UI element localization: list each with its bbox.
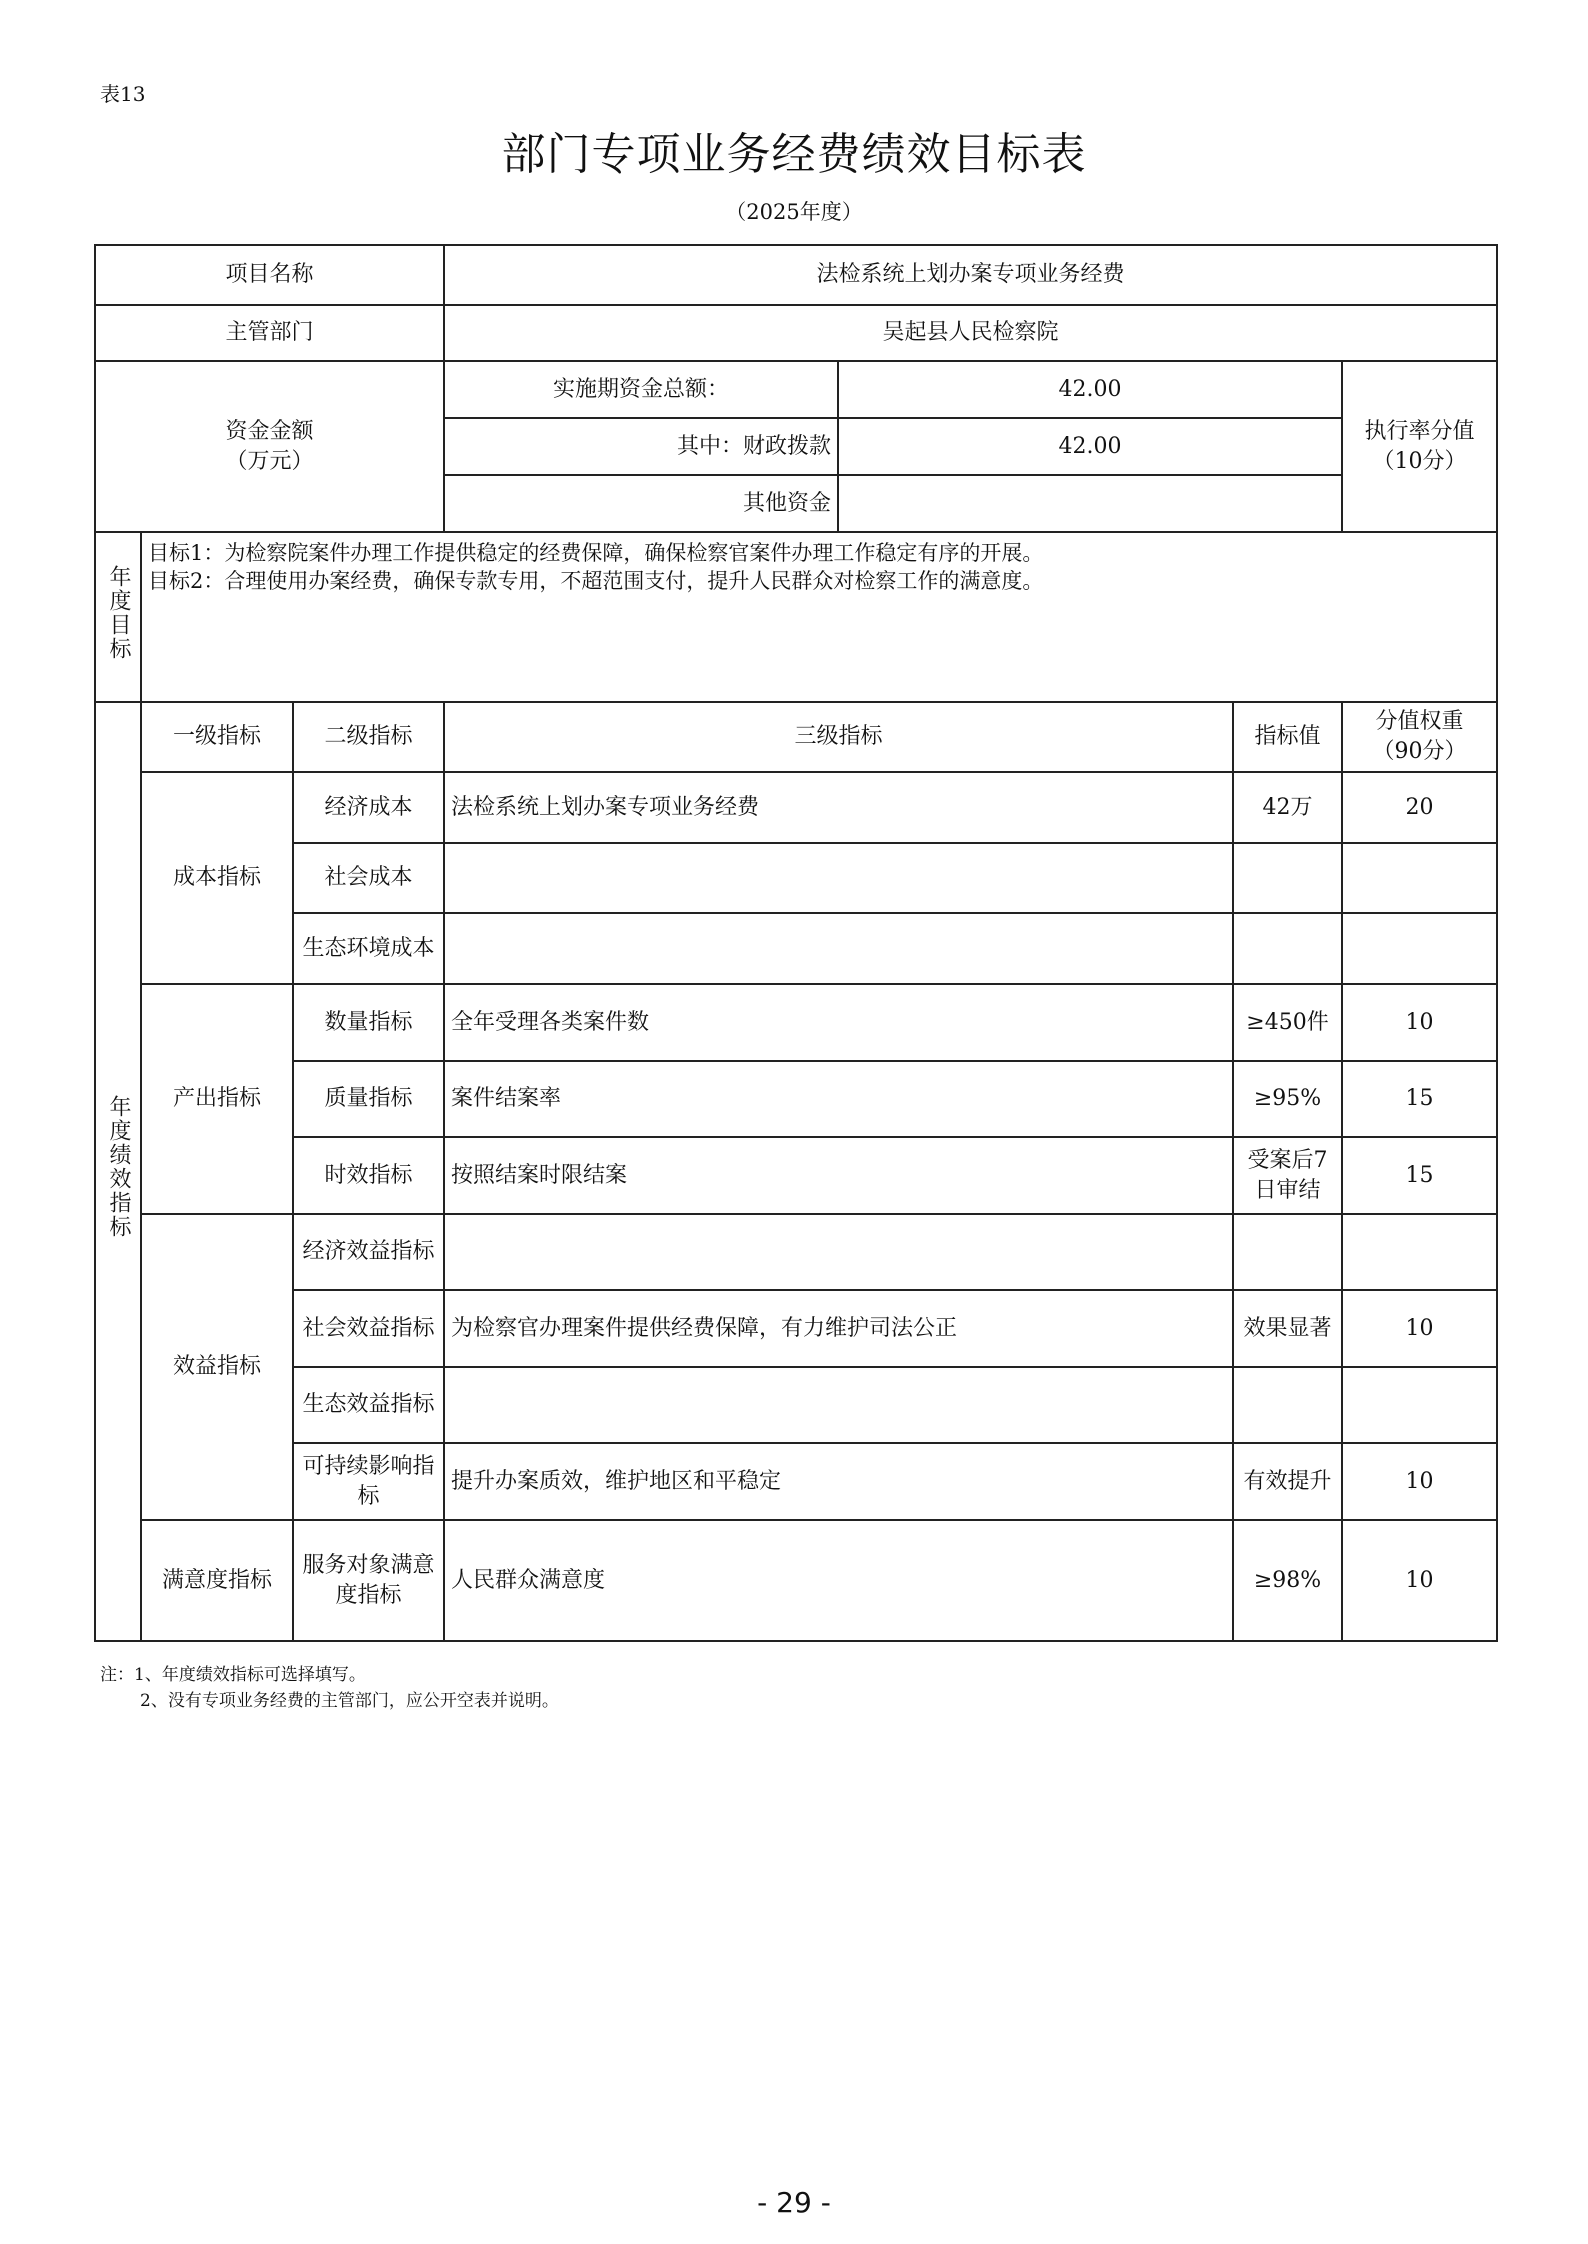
level3-cell xyxy=(444,1367,1233,1443)
goal-2: 目标2：合理使用办案经费，确保专款专用，不超范围支付，提升人民群众对检察工作的满意度。 xyxy=(148,569,1044,593)
weight-cell: 15 xyxy=(1342,1137,1497,1214)
annual-goal-content xyxy=(141,532,1497,702)
weight-cell: 20 xyxy=(1342,772,1497,843)
level3-cell: 案件结案率 xyxy=(444,1061,1233,1137)
level2-cell: 经济成本 xyxy=(293,772,444,843)
funds-total-label: 实施期资金总额： xyxy=(444,361,838,418)
funds-label xyxy=(95,361,444,532)
weight-cell xyxy=(1342,843,1497,913)
project-name-value: 法检系统上划办案专项业务经费 xyxy=(444,245,1497,305)
group-name: 产出指标 xyxy=(141,984,293,1214)
level2-cell: 生态环境成本 xyxy=(293,913,444,984)
funds-total-value: 42.00 xyxy=(838,361,1342,418)
value-cell xyxy=(1233,913,1342,984)
value-cell: ≥98% xyxy=(1233,1520,1342,1641)
funds-fiscal-label: 其中：财政拨款 xyxy=(444,418,838,475)
indicators-side-label-text: 年度绩效指标 xyxy=(106,1095,131,1239)
funds-label-line1: 资金金额 xyxy=(225,418,314,444)
dept-value: 吴起县人民检察院 xyxy=(444,305,1497,361)
level3-cell: 按照结案时限结案 xyxy=(444,1137,1233,1214)
value-cell: 受案后7日审结 xyxy=(1233,1137,1342,1214)
value-cell: 有效提升 xyxy=(1233,1443,1342,1520)
value-cell: ≥450件 xyxy=(1233,984,1342,1061)
weight-cell: 10 xyxy=(1342,1443,1497,1520)
funds-other-label: 其他资金 xyxy=(444,475,838,532)
funds-fiscal-value: 42.00 xyxy=(838,418,1342,475)
group-name: 满意度指标 xyxy=(141,1520,293,1641)
indicators-side-label xyxy=(95,702,141,1641)
year-label: （2025年度） xyxy=(725,200,863,224)
level3-cell: 全年受理各类案件数 xyxy=(444,984,1233,1061)
level2-cell: 生态效益指标 xyxy=(293,1367,444,1443)
footnote-1: 注：1、年度绩效指标可选择填写。 xyxy=(100,1665,366,1685)
annual-goal-label xyxy=(95,532,141,702)
exec-rate-line1: 执行率分值 xyxy=(1364,418,1475,444)
col-weight-line1: 分值权重 xyxy=(1375,709,1464,734)
level2-cell: 社会成本 xyxy=(293,843,444,913)
group-name: 成本指标 xyxy=(141,772,293,984)
table-tag: 表13 xyxy=(100,82,146,106)
level2-cell: 服务对象满意度指标 xyxy=(293,1520,444,1641)
performance-table xyxy=(94,244,1498,1642)
value-cell xyxy=(1233,843,1342,913)
footnote-2: 2、没有专项业务经费的主管部门，应公开空表并说明。 xyxy=(140,1691,559,1711)
group-name: 效益指标 xyxy=(141,1214,293,1520)
level2-cell: 数量指标 xyxy=(293,984,444,1061)
value-cell: 42万 xyxy=(1233,772,1342,843)
footnotes xyxy=(100,1662,559,1714)
funds-other-value xyxy=(838,475,1342,532)
level2-cell: 经济效益指标 xyxy=(293,1214,444,1290)
goal-1: 目标1：为检察院案件办理工作提供稳定的经费保障，确保检察官案件办理工作稳定有序的开展。 xyxy=(148,541,1044,565)
col-level1: 一级指标 xyxy=(141,702,293,772)
level2-cell: 质量指标 xyxy=(293,1061,444,1137)
col-value: 指标值 xyxy=(1233,702,1342,772)
col-weight-line2: （90分） xyxy=(1372,739,1467,764)
weight-cell xyxy=(1342,1367,1497,1443)
level3-cell xyxy=(444,1214,1233,1290)
funds-label-line2: （万元） xyxy=(225,448,314,474)
weight-cell: 15 xyxy=(1342,1061,1497,1137)
weight-cell xyxy=(1342,1214,1497,1290)
level3-cell: 为检察官办理案件提供经费保障，有力维护司法公正 xyxy=(444,1290,1233,1367)
weight-cell: 10 xyxy=(1342,1290,1497,1367)
value-cell: 效果显著 xyxy=(1233,1290,1342,1367)
level3-cell xyxy=(444,843,1233,913)
project-name-label: 项目名称 xyxy=(95,245,444,305)
value-cell xyxy=(1233,1214,1342,1290)
level3-cell xyxy=(444,913,1233,984)
exec-rate-line2: （10分） xyxy=(1372,448,1467,474)
col-level3: 三级指标 xyxy=(444,702,1233,772)
level2-cell: 可持续影响指标 xyxy=(293,1443,444,1520)
level3-cell: 提升办案质效，维护地区和平稳定 xyxy=(444,1443,1233,1520)
value-cell: ≥95% xyxy=(1233,1061,1342,1137)
annual-goal-label-text: 年度目标 xyxy=(106,564,131,661)
exec-rate-label xyxy=(1342,361,1497,532)
col-weight xyxy=(1342,702,1497,772)
page-title: 部门专项业务经费绩效目标表 xyxy=(501,129,1087,180)
weight-cell: 10 xyxy=(1342,984,1497,1061)
value-cell xyxy=(1233,1367,1342,1443)
weight-cell xyxy=(1342,913,1497,984)
weight-cell: 10 xyxy=(1342,1520,1497,1641)
level2-cell: 时效指标 xyxy=(293,1137,444,1214)
level3-cell: 法检系统上划办案专项业务经费 xyxy=(444,772,1233,843)
page-number: - 29 - xyxy=(757,2186,831,2219)
col-level2: 二级指标 xyxy=(293,702,444,772)
level3-cell: 人民群众满意度 xyxy=(444,1520,1233,1641)
dept-label: 主管部门 xyxy=(95,305,444,361)
level2-cell: 社会效益指标 xyxy=(293,1290,444,1367)
